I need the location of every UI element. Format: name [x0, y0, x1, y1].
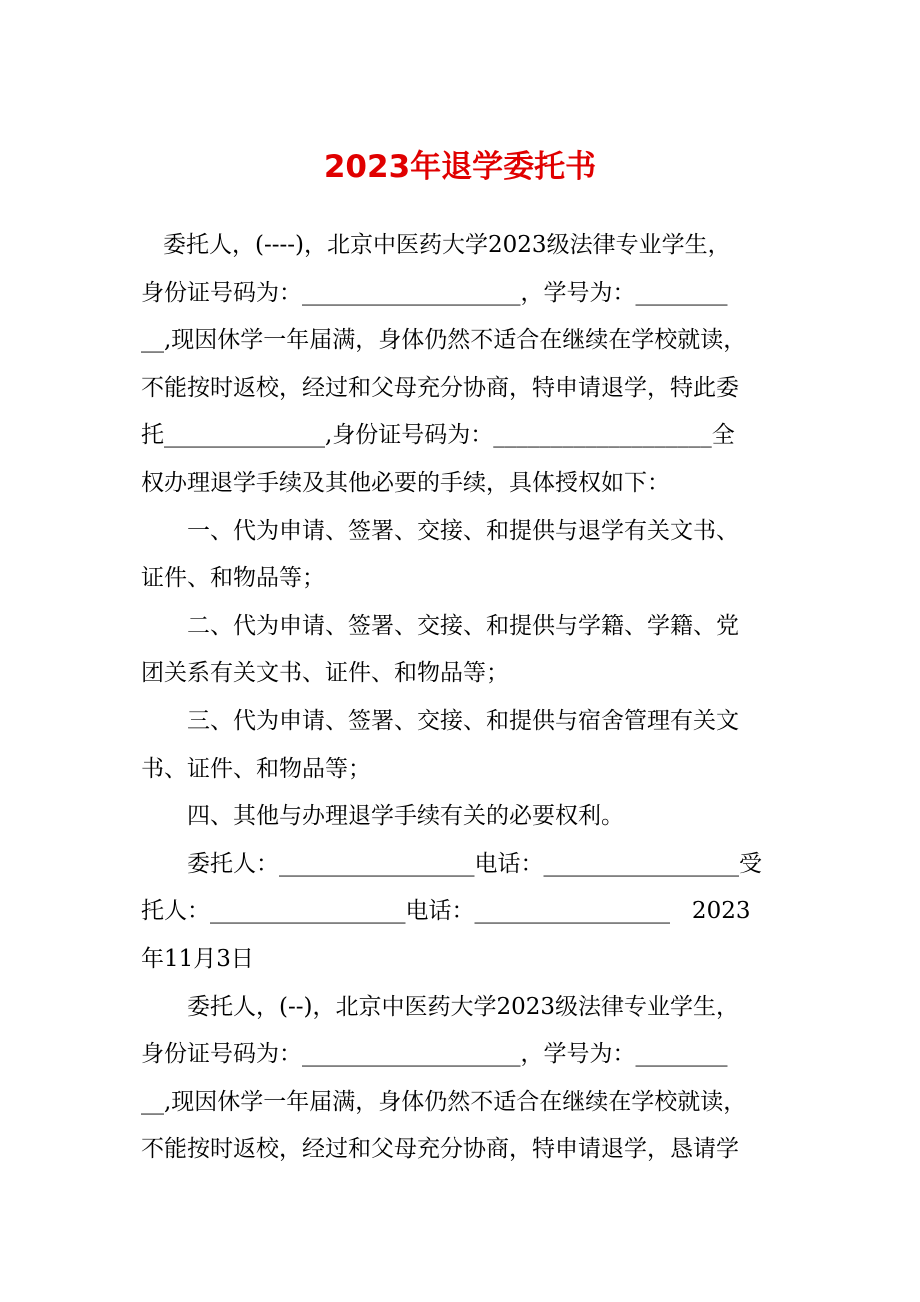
document-title: 2023年退学委托书 — [323, 149, 597, 185]
body-line: 书、证件、和物品等； — [141, 755, 371, 782]
body-line: 三、代为申请、签署、交接、和提供与宿舍管理有关文 — [187, 707, 739, 734]
body-line: 权办理退学手续及其他必要的手续，具体授权如下： — [141, 469, 670, 496]
body-line: 委托人，(--)，北京中医药大学2023级法律专业学生， — [187, 993, 740, 1020]
body-line: 委托人，(----)，北京中医药大学2023级法律专业学生， — [163, 232, 731, 258]
body-line: 四、其他与办理退学手续有关的必要权利。 — [187, 803, 624, 830]
body-line: 一、代为申请、签署、交接、和提供与退学有关文书、 — [187, 517, 739, 544]
body-line: 托人：_________________电话：_________________ 2023 — [141, 898, 751, 925]
body-line: 不能按时返校，经过和父母充分协商，特申请退学，特此委 — [141, 374, 739, 401]
body-line: 不能按时返校，经过和父母充分协商，特申请退学，恳请学 — [141, 1136, 739, 1163]
body-line: 团关系有关文书、证件、和物品等； — [141, 660, 509, 687]
body-line: 二、代为申请、签署、交接、和提供与学籍、学籍、党 — [187, 612, 739, 639]
body-line: 证件、和物品等； — [141, 565, 325, 592]
document-body — [141, 222, 781, 1174]
body-line: __,现因休学一年届满，身体仍然不适合在继续在学校就读， — [141, 327, 747, 354]
body-line: 委托人：_________________电话：_________________受 — [187, 850, 762, 877]
body-line: 年11月3日 — [141, 945, 254, 972]
body-line: 身份证号码为：___________________，学号为：________ — [141, 279, 728, 306]
body-line: 身份证号码为：___________________，学号为：________ — [141, 1041, 728, 1068]
body-line: 托______________,身份证号码为：___________________全 — [141, 422, 735, 449]
body-line: __,现因休学一年届满，身体仍然不适合在继续在学校就读， — [141, 1088, 747, 1115]
